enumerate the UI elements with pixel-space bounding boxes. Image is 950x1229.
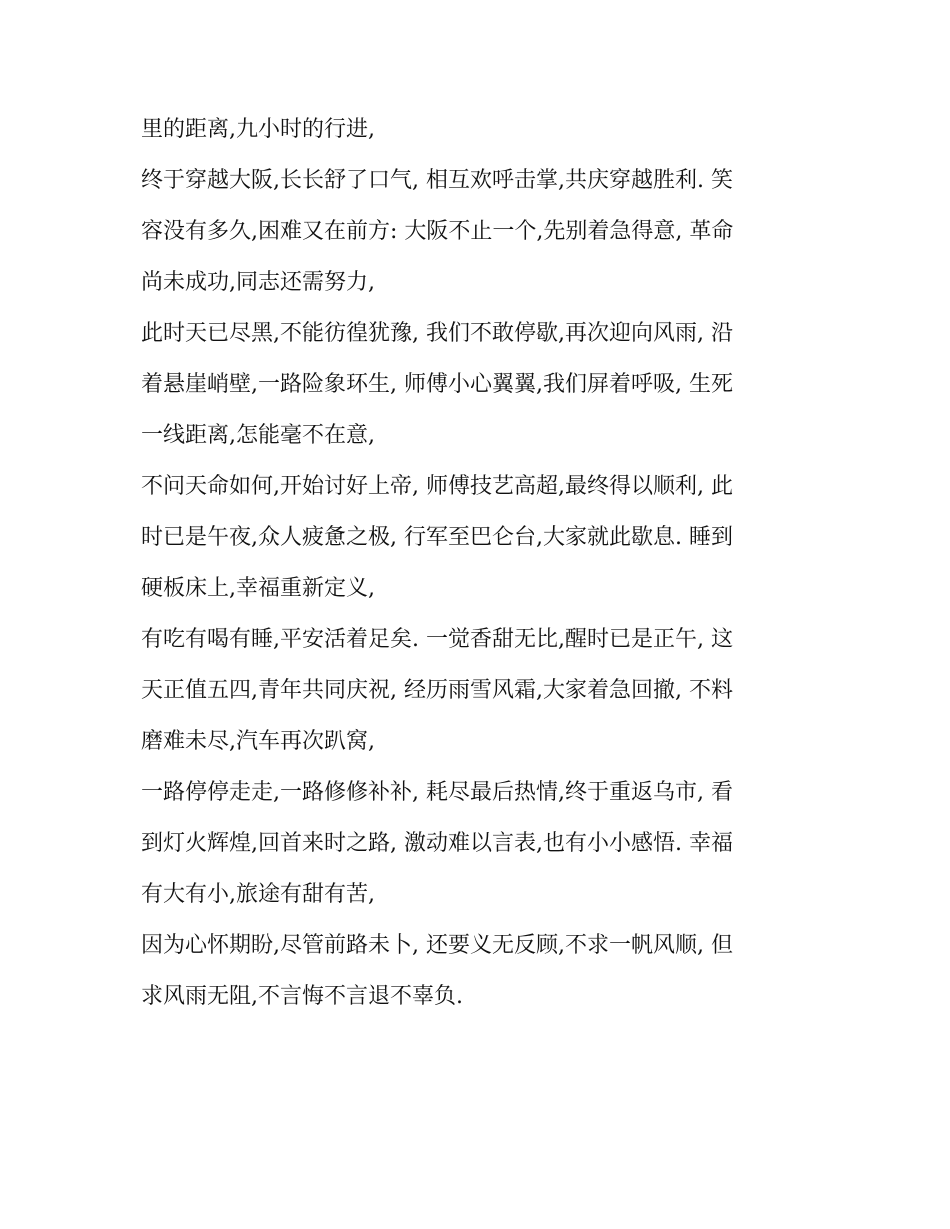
text-line: 有吃有喝有睡,平安活着足矣. 一觉香甜无比,醒时已是正午, 这 [141, 627, 733, 652]
text-line: 一路停停走走,一路修修补补, 耗尽最后热情,终于重返乌市, 看 [141, 780, 733, 805]
text-line: 到灯火辉煌,回首来时之路, 激动难以言表,也有小小感悟. 幸福 [141, 831, 733, 856]
text-line: 因为心怀期盼,尽管前路未卜, 还要义无反顾,不求一帆风顺, 但 [141, 933, 733, 958]
text-line: 不问天命如何,开始讨好上帝, 师傅技艺高超,最终得以顺利, 此 [141, 474, 733, 499]
text-line: 硬板床上,幸福重新定义, [141, 576, 375, 601]
text-line: 求风雨无阻,不言悔不言退不辜负. [141, 984, 463, 1009]
text-line: 磨难未尽,汽车再次趴窝, [141, 729, 375, 754]
text-line: 天正值五四,青年共同庆祝, 经历雨雪风霜,大家着急回撤, 不料 [141, 678, 733, 703]
text-line: 此时天已尽黑,不能彷徨犹豫, 我们不敢停歇,再次迎向风雨, 沿 [141, 321, 733, 346]
text-line: 里的距离,九小时的行进, [141, 117, 375, 142]
text-line: 终于穿越大阪,长长舒了口气, 相互欢呼击掌,共庆穿越胜利. 笑 [141, 168, 733, 193]
text-line: 尚未成功,同志还需努力, [141, 270, 375, 295]
text-line: 有大有小,旅途有甜有苦, [141, 882, 375, 907]
document-body [141, 108, 801, 1026]
text-line: 时已是午夜,众人疲惫之极, 行军至巴仑台,大家就此歇息. 睡到 [141, 525, 733, 550]
text-line: 着悬崖峭壁,一路险象环生, 师傅小心翼翼,我们屏着呼吸, 生死 [141, 372, 733, 397]
text-line: 容没有多久,困难又在前方: 大阪不止一个,先别着急得意, 革命 [141, 219, 734, 244]
text-line: 一线距离,怎能毫不在意, [141, 423, 375, 448]
